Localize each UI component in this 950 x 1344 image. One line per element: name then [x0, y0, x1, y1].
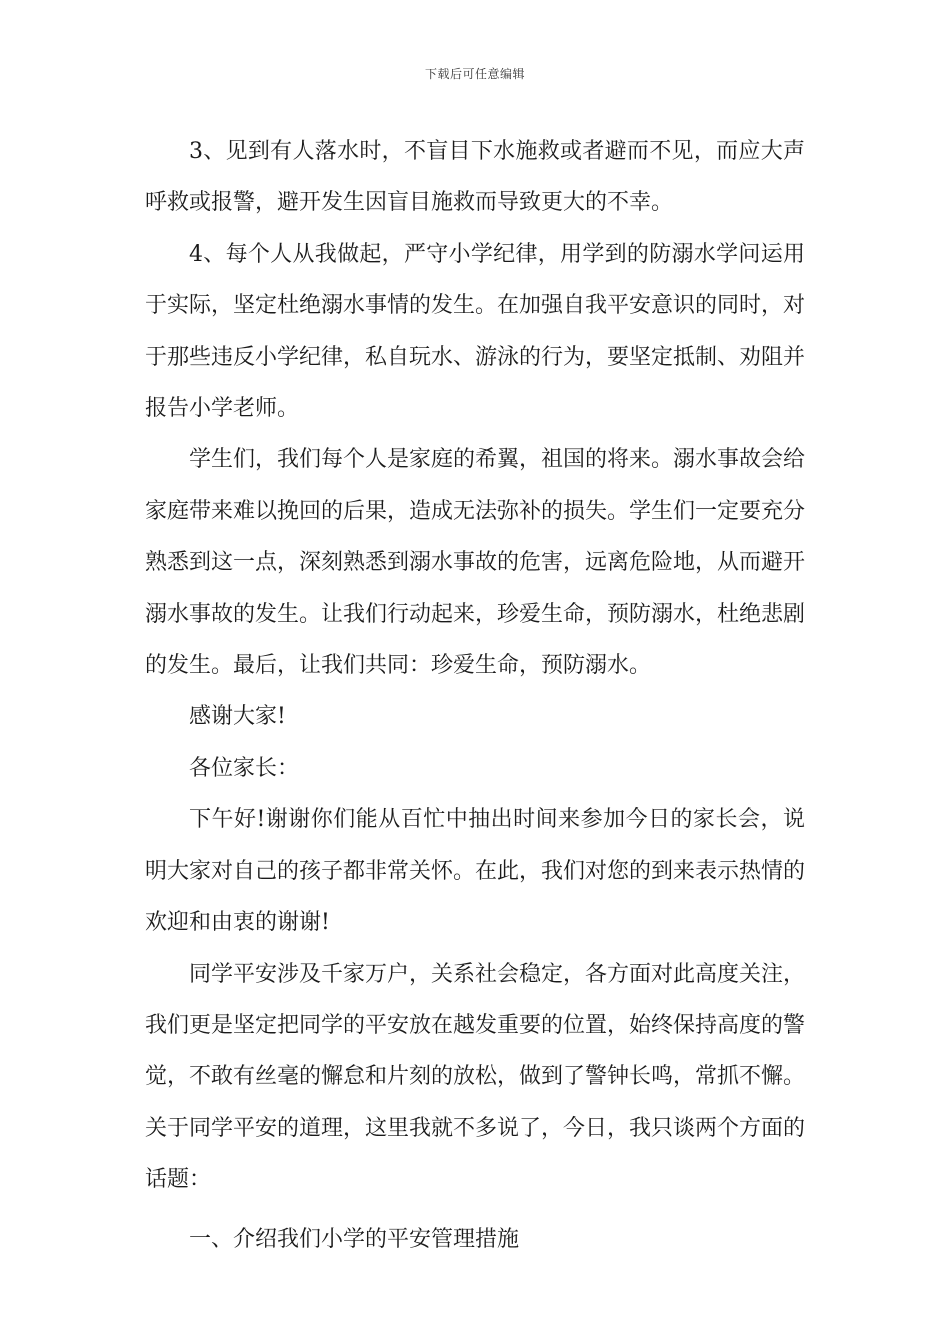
page-header: 下载后可任意编辑 [424, 67, 525, 81]
paragraph-5: 各位家长： [189, 755, 300, 781]
document-body [145, 126, 805, 1265]
paragraph-3: 学生们，我们每个人是家庭的希翼，祖国的将来。溺水事故会给家庭带来难以挽回的后果，造成无法弥补的损失。学生们一定要充分熟悉到这一点，深刻熟悉到溺水事故的危害，远离危险地，从而避开溺水事故的发生。让我们行动起来，珍爱生命，预防溺水，杜绝悲剧的发生。最后，让我们共同：珍爱生命，预防溺水。 [145, 447, 806, 679]
paragraph-1: 3、见到有人落水时，不盲目下水施救或者避而不见，而应大声呼救或报警，避开发生因盲目施救而导致更大的不幸。 [145, 139, 805, 216]
paragraph-4: 感谢大家! [189, 704, 286, 730]
section-heading-1: 一、介绍我们小学的平安管理措施 [189, 1226, 520, 1252]
paragraph-7: 同学平安涉及千家万户，关系社会稳定，各方面对此高度关注，我们更是坚定把同学的平安放在越发重要的位置，始终保持高度的警觉，不敢有丝毫的懈怠和片刻的放松，做到了警钟长鸣，常抓不懈。关于同学平安的道理，这里我就不多说了，今日，我只谈两个方面的话题： [145, 961, 806, 1193]
paragraph-6: 下午好!谢谢你们能从百忙中抽出时间来参加今日的家长会，说明大家对自己的孩子都非常关怀。在此，我们对您的到来表示热情的欢迎和由衷的谢谢! [145, 807, 806, 936]
paragraph-2: 4、每个人从我做起，严守小学纪律，用学到的防溺水学问运用于实际，坚定杜绝溺水事情的发生。在加强自我平安意识的同时，对于那些违反小学纪律，私自玩水、游泳的行为，要坚定抵制、劝阻并报告小学老师。 [145, 241, 806, 422]
